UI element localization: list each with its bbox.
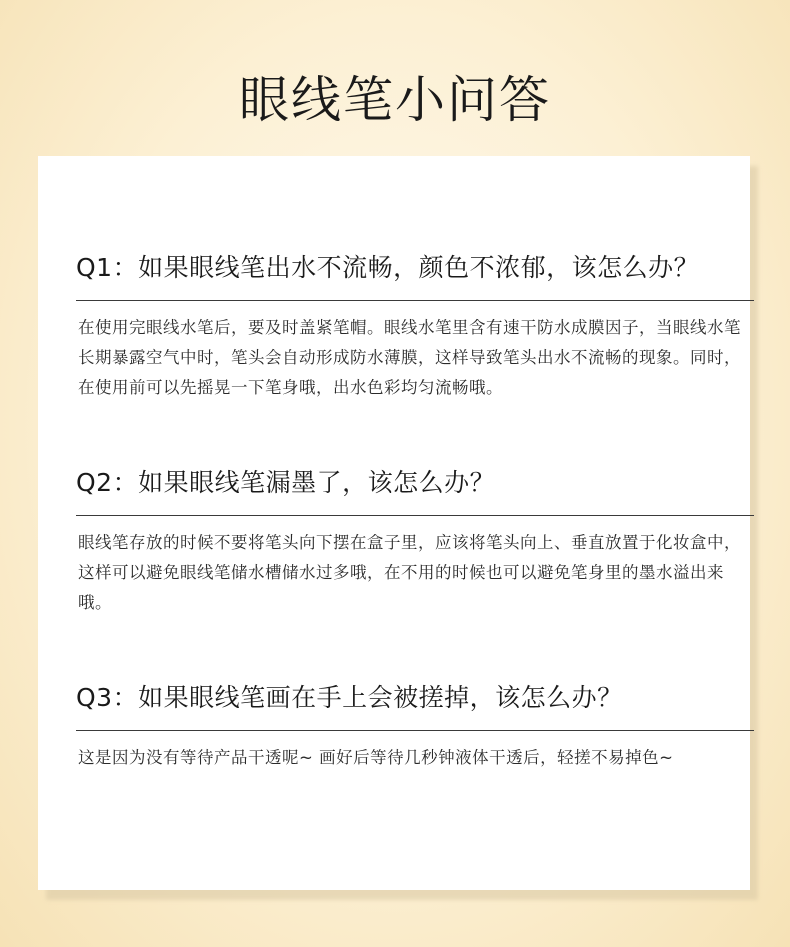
question-2: Q2：如果眼线笔漏墨了，该怎么办？ (76, 468, 496, 497)
qa-item-3 (76, 682, 754, 773)
divider (76, 515, 754, 516)
answer-3: 这是因为没有等待产品干透呢~ 画好后等待几秒钟液体干透后，轻搓不易掉色~ (78, 748, 674, 767)
answer-2: 眼线笔存放的时候不要将笔头向下摆在盒子里，应该将笔头向上、垂直放置于化妆盒中，这样可以避免眼线笔储水槽储水过多哦，在不用的时候也可以避免笔身里的墨水溢出来哦。 (78, 533, 741, 612)
qa-card (38, 156, 750, 890)
question-1: Q1：如果眼线笔出水不流畅，颜色不浓郁，该怎么办？ (76, 253, 700, 282)
question-3: Q3：如果眼线笔画在手上会被搓掉，该怎么办？ (76, 683, 623, 712)
qa-item-1 (76, 252, 754, 403)
qa-item-2 (76, 467, 754, 618)
divider (76, 730, 754, 731)
page-title: 眼线笔小问答 (239, 71, 551, 129)
answer-1: 在使用完眼线水笔后，要及时盖紧笔帽。眼线水笔里含有速干防水成膜因子，当眼线水笔长期暴露空气中时，笔头会自动形成防水薄膜，这样导致笔头出水不流畅的现象。同时，在使用前可以先摇晃一下笔身哦，出水色彩均匀流畅哦。 (78, 318, 741, 397)
divider (76, 300, 754, 301)
